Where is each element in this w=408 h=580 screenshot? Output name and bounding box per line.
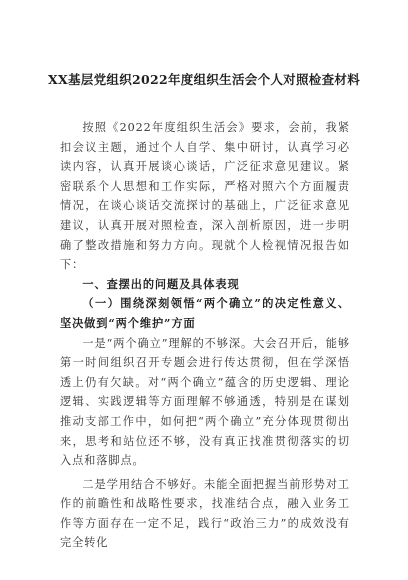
document-title: XX基层党组织2022年度组织生活会个人对照检查材料: [48, 72, 360, 87]
intro-paragraph: 按照《2022年度组织生活会》要求，会前，我紧扣会议主题，通过个人自学、集中研讨，认真学习必读内容，认真开展谈心谈话，广泛征求意见建议。紧密联系个人思想和工作实际，严格对照六个方面履责情况，在谈心谈话交流探讨的基础上，广泛征求意见建议，认真开展对照检查，深入剖析原因，进一步明确了整改措施和努力方向。现就个人检视情况报告如下：: [60, 121, 350, 272]
section-heading: 一、查摆出的问题及具体表现: [82, 276, 240, 291]
document-body: [60, 118, 350, 553]
body-paragraph-2: 二是学用结合不够好。未能全面把握当前形势对工作的前瞻性和战略性要求，找准结合点，融入业务工作等方面存在一定不足，践行“政治三力”的成效没有完全转化: [60, 477, 350, 550]
body-paragraph-1: 一是“两个确立”理解的不够深。大会召开后，能够第一时间组织召开专题会进行传达贯彻，但在学深悟透上仍有欠缺。对“两个确立”蕴含的历史逻辑、理论逻辑、实践逻辑等方面理解不够通透，特别是在谋划推动支部工作中，如何把“两个确立”充分体现贯彻出来，思考和站位还不够，没有真正找准贯彻落实的切入点和落脚点。: [60, 336, 350, 468]
subsection-heading: （一）围绕深刻领悟“两个确立”的决定性意义、坚决做到“两个维护”方面: [60, 296, 350, 330]
